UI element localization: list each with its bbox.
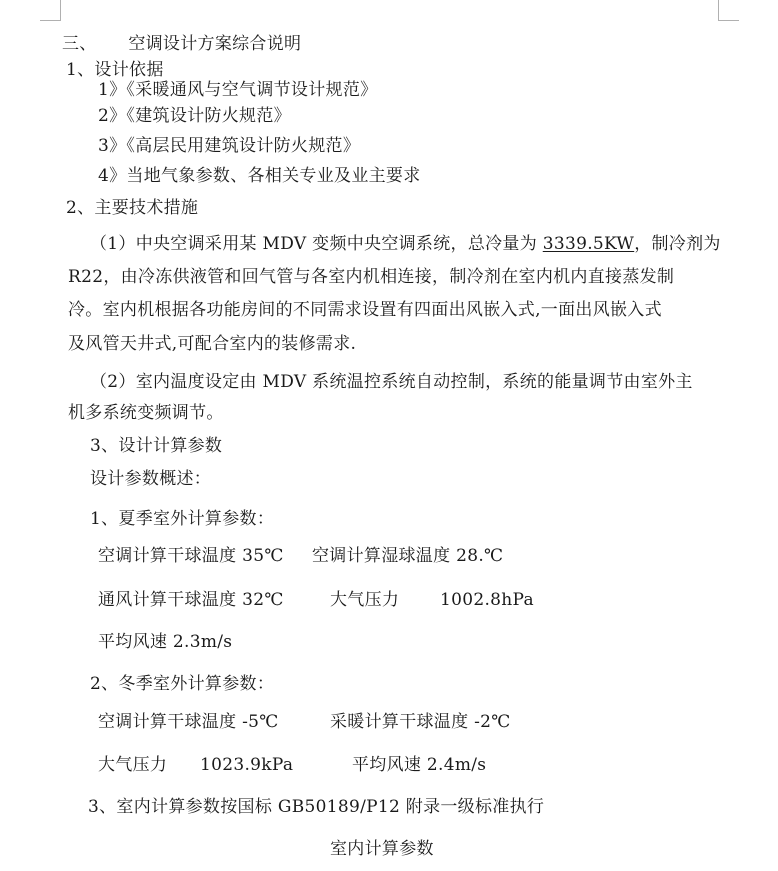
param-row [98,544,284,568]
design-basis-item: 1》《采暖通风与空气调节设计规范》 [98,80,378,100]
param-value: 空调计算干球温度 -5℃ [98,712,279,732]
paragraph-line: 及风管天井式,可配合室内的装修需求. [68,334,357,354]
crop-mark-top-right [718,0,739,21]
calc-params-title: 3、设计计算参数 [90,436,223,456]
section-heading-title: 空调设计方案综合说明 [128,34,302,54]
param-label: 大气压力 [98,755,168,775]
param-label: 大气压力 [330,590,400,610]
param-value: 平均风速 2.3m/s [98,632,233,652]
param-value: 空调计算湿球温度 28.℃ [312,546,504,566]
design-basis-item: 4》当地气象参数、各相关专业及业主要求 [98,166,421,186]
paragraph-text: ，制冷剂为 [634,234,721,254]
summer-params-title: 1、夏季室外计算参数： [90,509,275,529]
paragraph-line [90,232,721,256]
param-value: 1023.9kPa [200,755,294,775]
paragraph-line: （2）室内温度设定由 MDV 系统温控系统自动控制，系统的能量调节由室外主 [90,372,693,392]
paragraph-text: （1）中央空调采用某 MDV 变频中央空调系统，总冷量为 [90,234,543,254]
design-basis-item: 3》《高层民用建筑设计防火规范》 [98,136,361,156]
section-heading [62,32,301,56]
param-value: 采暖计算干球温度 -2℃ [330,712,511,732]
tech-measures-title: 2、主要技术措施 [66,198,199,218]
paragraph-line: 冷。室内机根据各功能房间的不同需求设置有四面出风嵌入式,一面出风嵌入式 [68,300,662,320]
design-basis-title: 1、设计依据 [66,60,164,80]
crop-mark-top-left [40,0,61,21]
table-title: 室内计算参数 [330,839,434,859]
paragraph-line: 机多系统变频调节。 [68,403,224,423]
winter-params-title: 2、冬季室外计算参数： [90,674,275,694]
params-overview: 设计参数概述： [90,469,212,489]
param-value: 空调计算干球温度 35℃ [98,546,284,566]
param-value: 平均风速 2.4m/s [352,755,487,775]
design-basis-item: 2》《建筑设计防火规范》 [98,106,291,126]
indoor-params-line: 3、室内计算参数按国标 GB50189/P12 附录一级标准执行 [88,797,545,817]
param-value: 1002.8hPa [440,590,534,610]
total-cooling-value: 3339.5KW [542,234,635,254]
section-heading-number: 三、 [62,34,97,54]
paragraph-line: R22，由冷冻供液管和回气管与各室内机相连接，制冷剂在室内机内直接蒸发制 [68,267,675,287]
param-value: 通风计算干球温度 32℃ [98,590,284,610]
